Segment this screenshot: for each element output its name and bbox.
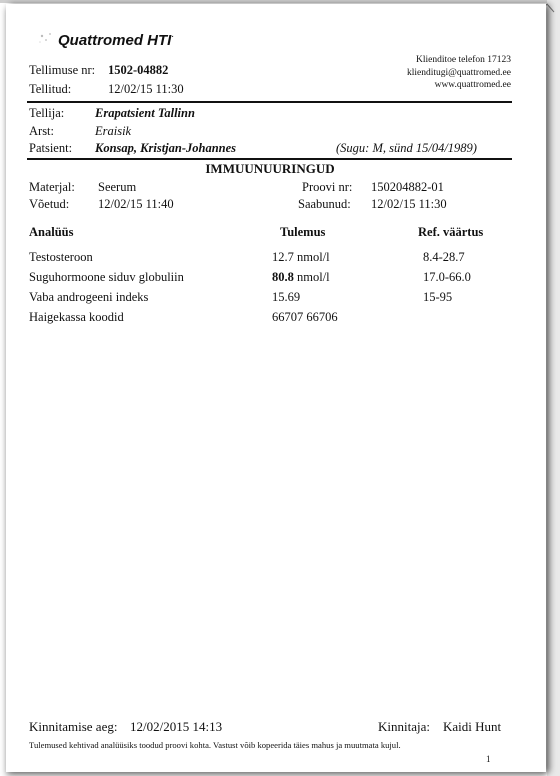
result-name: Haigekassa koodid [29, 310, 124, 324]
doctor-value: Eraisik [95, 124, 132, 138]
contact-website: www.quattromed.ee [434, 80, 511, 90]
section-title: IMMUUNUURINGUD [205, 161, 335, 176]
taken-label: Võetud: [29, 197, 70, 211]
viewer-right-edge [547, 0, 560, 776]
arrived-label: Saabunud: [298, 197, 351, 211]
logo-text: Quattromed HTI [58, 32, 172, 49]
contact-email: klienditugi@quattromed.ee [407, 68, 511, 78]
sample-number-value: 150204882-01 [371, 180, 444, 194]
section-divider [27, 158, 512, 160]
column-header-analysis: Analüüs [29, 225, 74, 239]
result-reference: 15-95 [423, 290, 453, 304]
viewer-top-strip [0, 0, 560, 3]
logo-mark-icon [36, 28, 58, 48]
column-header-result: Tulemus [280, 225, 326, 239]
confirmer-label: Kinnitaja: [378, 719, 430, 734]
result-reference: 17.0-66.0 [423, 270, 471, 284]
arrived-value: 12/02/15 11:30 [371, 197, 447, 211]
result-value-flagged: 80.8 [272, 270, 294, 284]
result-reference: 8.4-28.7 [423, 250, 465, 264]
result-name: Testosteroon [29, 250, 93, 264]
page-number: 1 [486, 754, 491, 764]
result-value-cell [272, 310, 338, 325]
logo-trademark: · [171, 34, 174, 41]
header-divider [27, 101, 512, 103]
result-value: 66707 66706 [272, 310, 338, 324]
document-page [6, 4, 546, 772]
contact-phone: Klienditoe telefon 17123 [416, 55, 511, 65]
ordered-date-label: Tellitud: [29, 82, 72, 96]
orderer-value: Erapatsient Tallinn [95, 106, 195, 120]
confirm-time-label: Kinnitamise aeg: [29, 719, 118, 734]
confirm-time-value: 12/02/2015 14:13 [130, 719, 223, 734]
patient-sex-birthdate: (Sugu: M, sünd 15/04/1989) [336, 141, 477, 155]
result-unit: nmol/l [293, 270, 330, 284]
patient-label: Patsient: [29, 141, 73, 155]
confirmer-name: Kaidi Hunt [443, 719, 502, 734]
material-value: Seerum [98, 180, 137, 194]
result-value-cell [272, 270, 330, 285]
order-number-value: 1502-04882 [108, 63, 169, 77]
result-name: Suguhormoone siduv globuliin [29, 270, 184, 284]
doctor-label: Arst: [29, 124, 54, 138]
material-label: Materjal: [29, 180, 75, 194]
company-logo [58, 32, 174, 49]
result-value-cell [272, 290, 300, 305]
column-header-reference: Ref. väärtus [418, 225, 484, 239]
sample-number-label: Proovi nr: [302, 180, 353, 194]
disclaimer-text: Tulemused kehtivad analüüsiks toodud proovi kohta. Vastust võib kopeerida täies mahus ja muutmata kujul. [29, 740, 401, 750]
taken-value: 12/02/15 11:40 [98, 197, 174, 211]
result-value-cell [272, 250, 330, 265]
order-number-label: Tellimuse nr: [29, 63, 96, 77]
result-name: Vaba androgeeni indeks [29, 290, 149, 304]
result-value: 15.69 [272, 290, 301, 304]
result-unit: nmol/l [293, 250, 330, 264]
patient-name: Konsap, Kristjan-Johannes [95, 141, 237, 155]
ordered-date-value: 12/02/15 11:30 [108, 82, 184, 96]
result-value: 12.7 [272, 250, 294, 264]
orderer-label: Tellija: [29, 106, 65, 120]
